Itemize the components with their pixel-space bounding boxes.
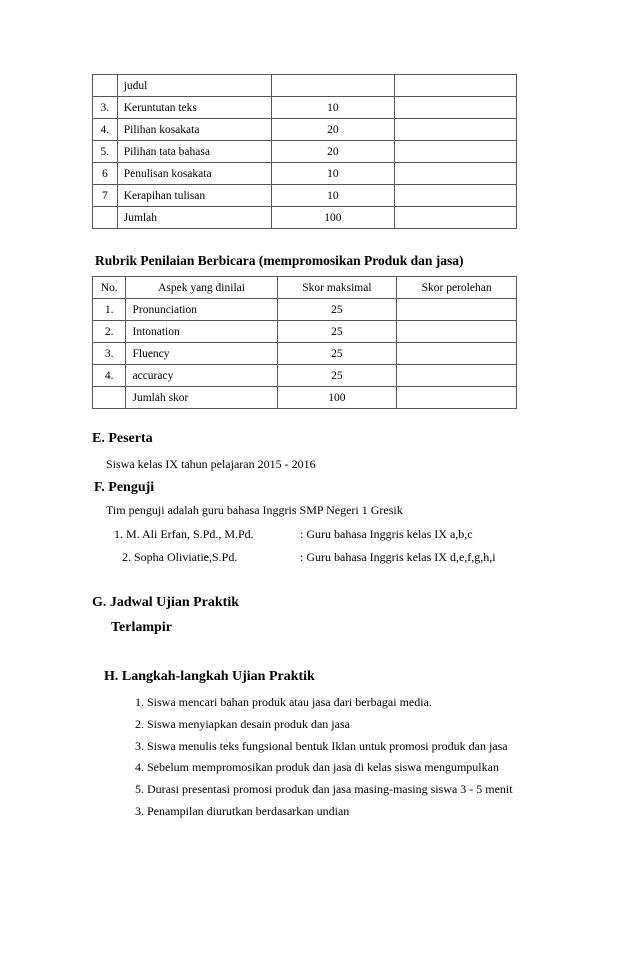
table2-header-cell: Skor perolehan <box>397 277 517 299</box>
examiner-2-name: 2. Sopha Oliviatie,S.Pd. <box>122 550 238 564</box>
table2-cell: 4. <box>93 365 126 387</box>
table1-cell: Kerapihan tulisan <box>117 185 271 207</box>
table1-cell: Penulisan kosakata <box>117 163 271 185</box>
step-6: 3. Penampilan diurutkan berdasarkan undian <box>135 804 350 818</box>
table1-cell <box>93 207 118 229</box>
table1-cell <box>394 97 516 119</box>
examiner-1-role: : Guru bahasa Inggris kelas IX a,b,c <box>300 527 473 541</box>
table2-row <box>93 343 517 365</box>
table2-cell: 25 <box>277 299 397 321</box>
step-5: 5. Durasi presentasi promosi produk dan jasa masing-masing siswa 3 - 5 menit <box>135 782 513 796</box>
table1-cell: 100 <box>272 207 394 229</box>
section-g-title: G. Jadwal Ujian Praktik <box>92 595 240 610</box>
table1-row <box>93 185 517 207</box>
table1-cell: Pilihan tata bahasa <box>117 141 271 163</box>
table2-cell: 100 <box>277 387 397 409</box>
table2-cell: 25 <box>277 321 397 343</box>
examiner-2-role: : Guru bahasa Inggris kelas IX d,e,f,g,h,i <box>300 550 496 564</box>
table1-cell <box>394 141 516 163</box>
table2-cell: 25 <box>277 365 397 387</box>
table1-cell <box>93 75 118 97</box>
examiner-1-name: 1. M. Ali Erfan, S.Pd., M.Pd. <box>114 527 254 541</box>
table1-cell: 4. <box>93 119 118 141</box>
table1-cell: 20 <box>272 141 394 163</box>
table2-row <box>93 365 517 387</box>
section-f-title: F. Penguji <box>94 480 155 495</box>
table1-cell: 5. <box>93 141 118 163</box>
section-e-text: Siswa kelas IX tahun pelajaran 2015 - 2016 <box>106 457 316 471</box>
table2-cell <box>397 387 517 409</box>
table2-header-cell: No. <box>93 277 126 299</box>
table2-cell: 3. <box>93 343 126 365</box>
table2-cell <box>397 321 517 343</box>
table2-row <box>93 387 517 409</box>
table1-cell: Pilihan kosakata <box>117 119 271 141</box>
table1-cell <box>394 75 516 97</box>
section-f-intro: Tim penguji adalah guru bahasa Inggris SMP Negeri 1 Gresik <box>106 503 403 517</box>
writing-rubric-table <box>92 74 517 229</box>
step-2: 2. Siswa menyiapkan desain produk dan jasa <box>135 717 350 731</box>
table1-cell: 3. <box>93 97 118 119</box>
table1-cell: 10 <box>272 97 394 119</box>
table1-cell <box>394 207 516 229</box>
table1-row <box>93 97 517 119</box>
table2-cell: Pronunciation <box>126 299 277 321</box>
table1-row <box>93 119 517 141</box>
table1-cell <box>272 75 394 97</box>
step-4: 4. Sebelum mempromosikan produk dan jasa di kelas siswa mengumpulkan <box>135 760 499 774</box>
table2-row <box>93 321 517 343</box>
table1-row <box>93 141 517 163</box>
table1-cell <box>394 119 516 141</box>
table2-row <box>93 299 517 321</box>
table1-row <box>93 75 517 97</box>
table2-cell: 25 <box>277 343 397 365</box>
rubric-title: Rubrik Penilaian Berbicara (mempromosikan Produk dan jasa) <box>95 253 464 268</box>
table2-header-cell: Aspek yang dinilai <box>126 277 277 299</box>
table1-cell: Jumlah <box>117 207 271 229</box>
section-h-title: H. Langkah-langkah Ujian Praktik <box>104 669 315 684</box>
table1-cell: 10 <box>272 185 394 207</box>
table1-row <box>93 163 517 185</box>
table1-row <box>93 207 517 229</box>
step-1: 1. Siswa mencari bahan produk atau jasa dari berbagai media. <box>135 695 432 709</box>
step-3: 3. Siswa menulis teks fungsional bentuk Iklan untuk promosi produk dan jasa <box>135 739 508 753</box>
table1-cell: Keruntutan teks <box>117 97 271 119</box>
table1-cell <box>394 185 516 207</box>
table1-cell: 7 <box>93 185 118 207</box>
speaking-rubric-table <box>92 276 517 409</box>
table1-cell: 10 <box>272 163 394 185</box>
table1-cell: 20 <box>272 119 394 141</box>
table2-cell: Fluency <box>126 343 277 365</box>
section-e-title: E. Peserta <box>92 431 153 446</box>
table2-cell <box>397 343 517 365</box>
table2-cell: Intonation <box>126 321 277 343</box>
table2-cell <box>397 365 517 387</box>
table2-header-row <box>93 277 517 299</box>
table2-cell: 2. <box>93 321 126 343</box>
table2-cell: Jumlah skor <box>126 387 277 409</box>
table2-cell: accuracy <box>126 365 277 387</box>
table2-header-cell: Skor maksimal <box>277 277 397 299</box>
table2-cell <box>397 299 517 321</box>
table1-cell: 6 <box>93 163 118 185</box>
table2-cell <box>93 387 126 409</box>
table2-cell: 1. <box>93 299 126 321</box>
table1-cell: judul <box>117 75 271 97</box>
section-g-subtitle: Terlampir <box>111 620 172 635</box>
table1-cell <box>394 163 516 185</box>
